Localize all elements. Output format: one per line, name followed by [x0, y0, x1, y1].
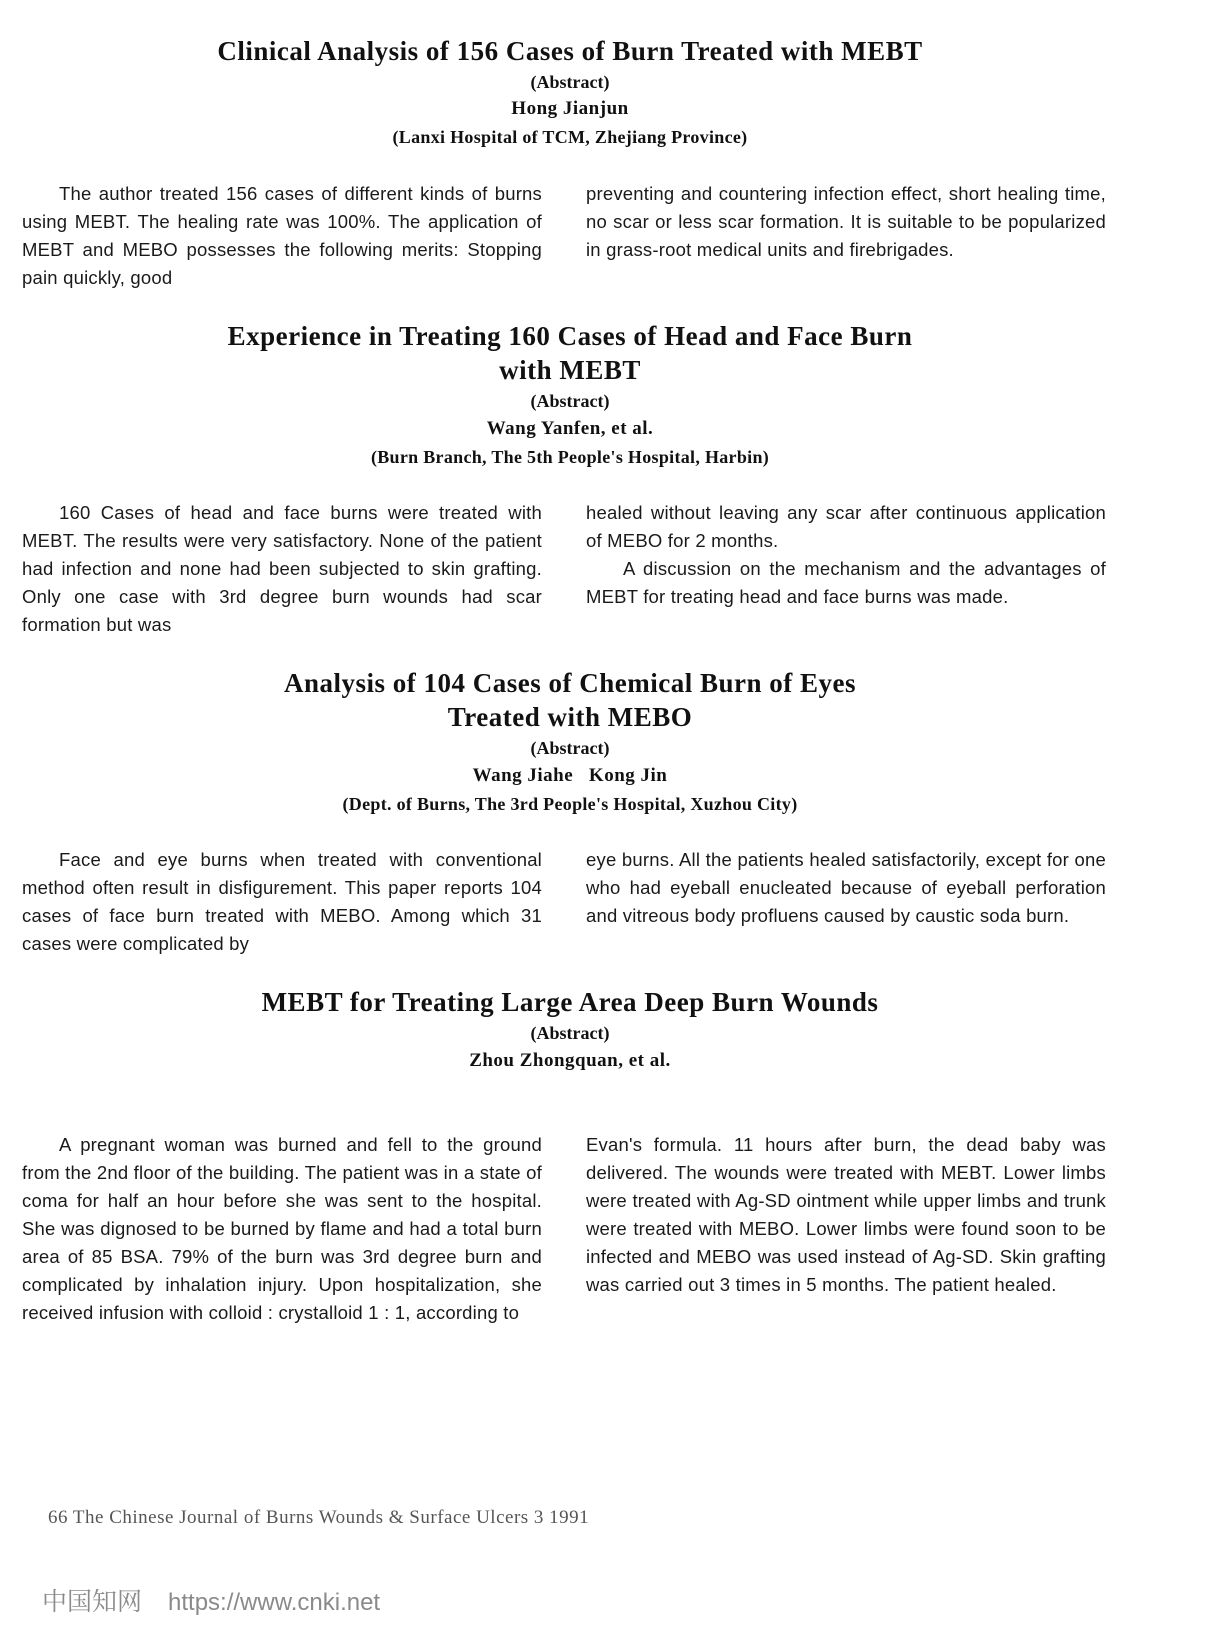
page-footer: 66 The Chinese Journal of Burns Wounds & Surface Ulcers 3 1991 — [48, 1507, 590, 1528]
article-4-author: Zhou Zhongquan, et al. — [469, 1050, 671, 1071]
watermark-brand: 中国知网 — [42, 1588, 143, 1616]
article-1-left-column — [22, 180, 542, 292]
article-4-left-paragraph: A pregnant woman was burned and fell to the ground from the 2nd floor of the building. The patient was in a state of coma for half an hour before she was sent to the hospital. She was dignosed to be burned by flame and had a total burn area of 85 BSA. 79% of the burn was 3rd degree burn and complicated by inhalation injury. Upon hospitalization, she received infusion with colloid : crystalloid 1 : 1, according to — [22, 1134, 542, 1323]
article-2-affiliation: (Burn Branch, The 5th People's Hospital, Harbin) — [370, 447, 770, 467]
article-4-right-paragraph: Evan's formula. 11 hours after burn, the dead baby was delivered. The wounds were treated with MEBT. Lower limbs were treated with Ag-SD ointment while upper limbs and trunk were treated with MEBO. Lower limbs were found soon to be infected and MEBO was used instead of Ag-SD. Skin grafting was carried out 3 times in 5 months. The patient healed. — [586, 1134, 1106, 1295]
article-3-right-paragraph: eye burns. All the patients healed satisfactorily, except for one who had eyeball enucleated because of eyeball perforation and vitreous body profluens caused by caustic soda burn. — [586, 849, 1106, 926]
article-3-title-line-1: Analysis of 104 Cases of Chemical Burn of Eyes — [283, 668, 856, 698]
article-2-abstract-label: (Abstract) — [530, 391, 610, 411]
article-1-author: Hong Jianjun — [511, 98, 629, 119]
article-1-right-column — [586, 180, 1106, 264]
article-1-title: Clinical Analysis of 156 Cases of Burn Treated with MEBT — [217, 36, 923, 66]
article-4-right-column — [586, 1131, 1106, 1299]
article-2-right-paragraph-1: healed without leaving any scar after continuous application of MEBO for 2 months. — [586, 502, 1106, 551]
article-1-left-paragraph: The author treated 156 cases of different kinds of burns using MEBT. The healing rate was 100%. The application of MEBT and MEBO possesses the following merits: Stopping pain quickly, good — [22, 183, 542, 288]
article-1-right-paragraph: preventing and countering infection effect, short healing time, no scar or less scar formation. It is suitable to be popularized in grass-root medical units and firebrigades. — [586, 183, 1106, 260]
article-2-right-column — [586, 499, 1106, 611]
article-3-affiliation: (Dept. of Burns, The 3rd People's Hospital, Xuzhou City) — [342, 794, 798, 814]
article-2-title-line-2: with MEBT — [499, 355, 641, 385]
article-1-affiliation: (Lanxi Hospital of TCM, Zhejiang Province) — [392, 127, 748, 147]
watermark-url: https://www.cnki.net — [168, 1589, 381, 1616]
article-2-left-column — [22, 499, 542, 639]
article-2-title-line-1: Experience in Treating 160 Cases of Head and Face Burn — [227, 321, 913, 351]
article-3-author: Wang Jiahe Kong Jin — [472, 765, 668, 786]
article-3-left-paragraph: Face and eye burns when treated with conventional method often result in disfigurement. This paper reports 104 cases of face burn treated with MEBO. Among which 31 cases were complicated by — [22, 849, 542, 954]
article-3-abstract-label: (Abstract) — [530, 738, 610, 758]
article-3-left-column — [22, 846, 542, 958]
article-4-left-column — [22, 1131, 542, 1327]
article-4-title: MEBT for Treating Large Area Deep Burn Wounds — [261, 987, 879, 1017]
article-2-right-paragraph-2: A discussion on the mechanism and the advantages of MEBT for treating head and face burns was made. — [586, 558, 1106, 607]
article-2-left-paragraph: 160 Cases of head and face burns were treated with MEBT. The results were very satisfactory. None of the patient had infection and none had been subjected to skin grafting. Only one case with 3rd degree burn wounds had scar formation but was — [22, 502, 542, 635]
article-4-abstract-label: (Abstract) — [530, 1023, 610, 1043]
cnki-watermark — [42, 1582, 380, 1618]
article-3-title-line-2: Treated with MEBO — [447, 702, 693, 732]
article-1-abstract-label: (Abstract) — [530, 72, 610, 92]
article-2-author: Wang Yanfen, et al. — [486, 418, 654, 439]
article-3-right-column — [586, 846, 1106, 930]
